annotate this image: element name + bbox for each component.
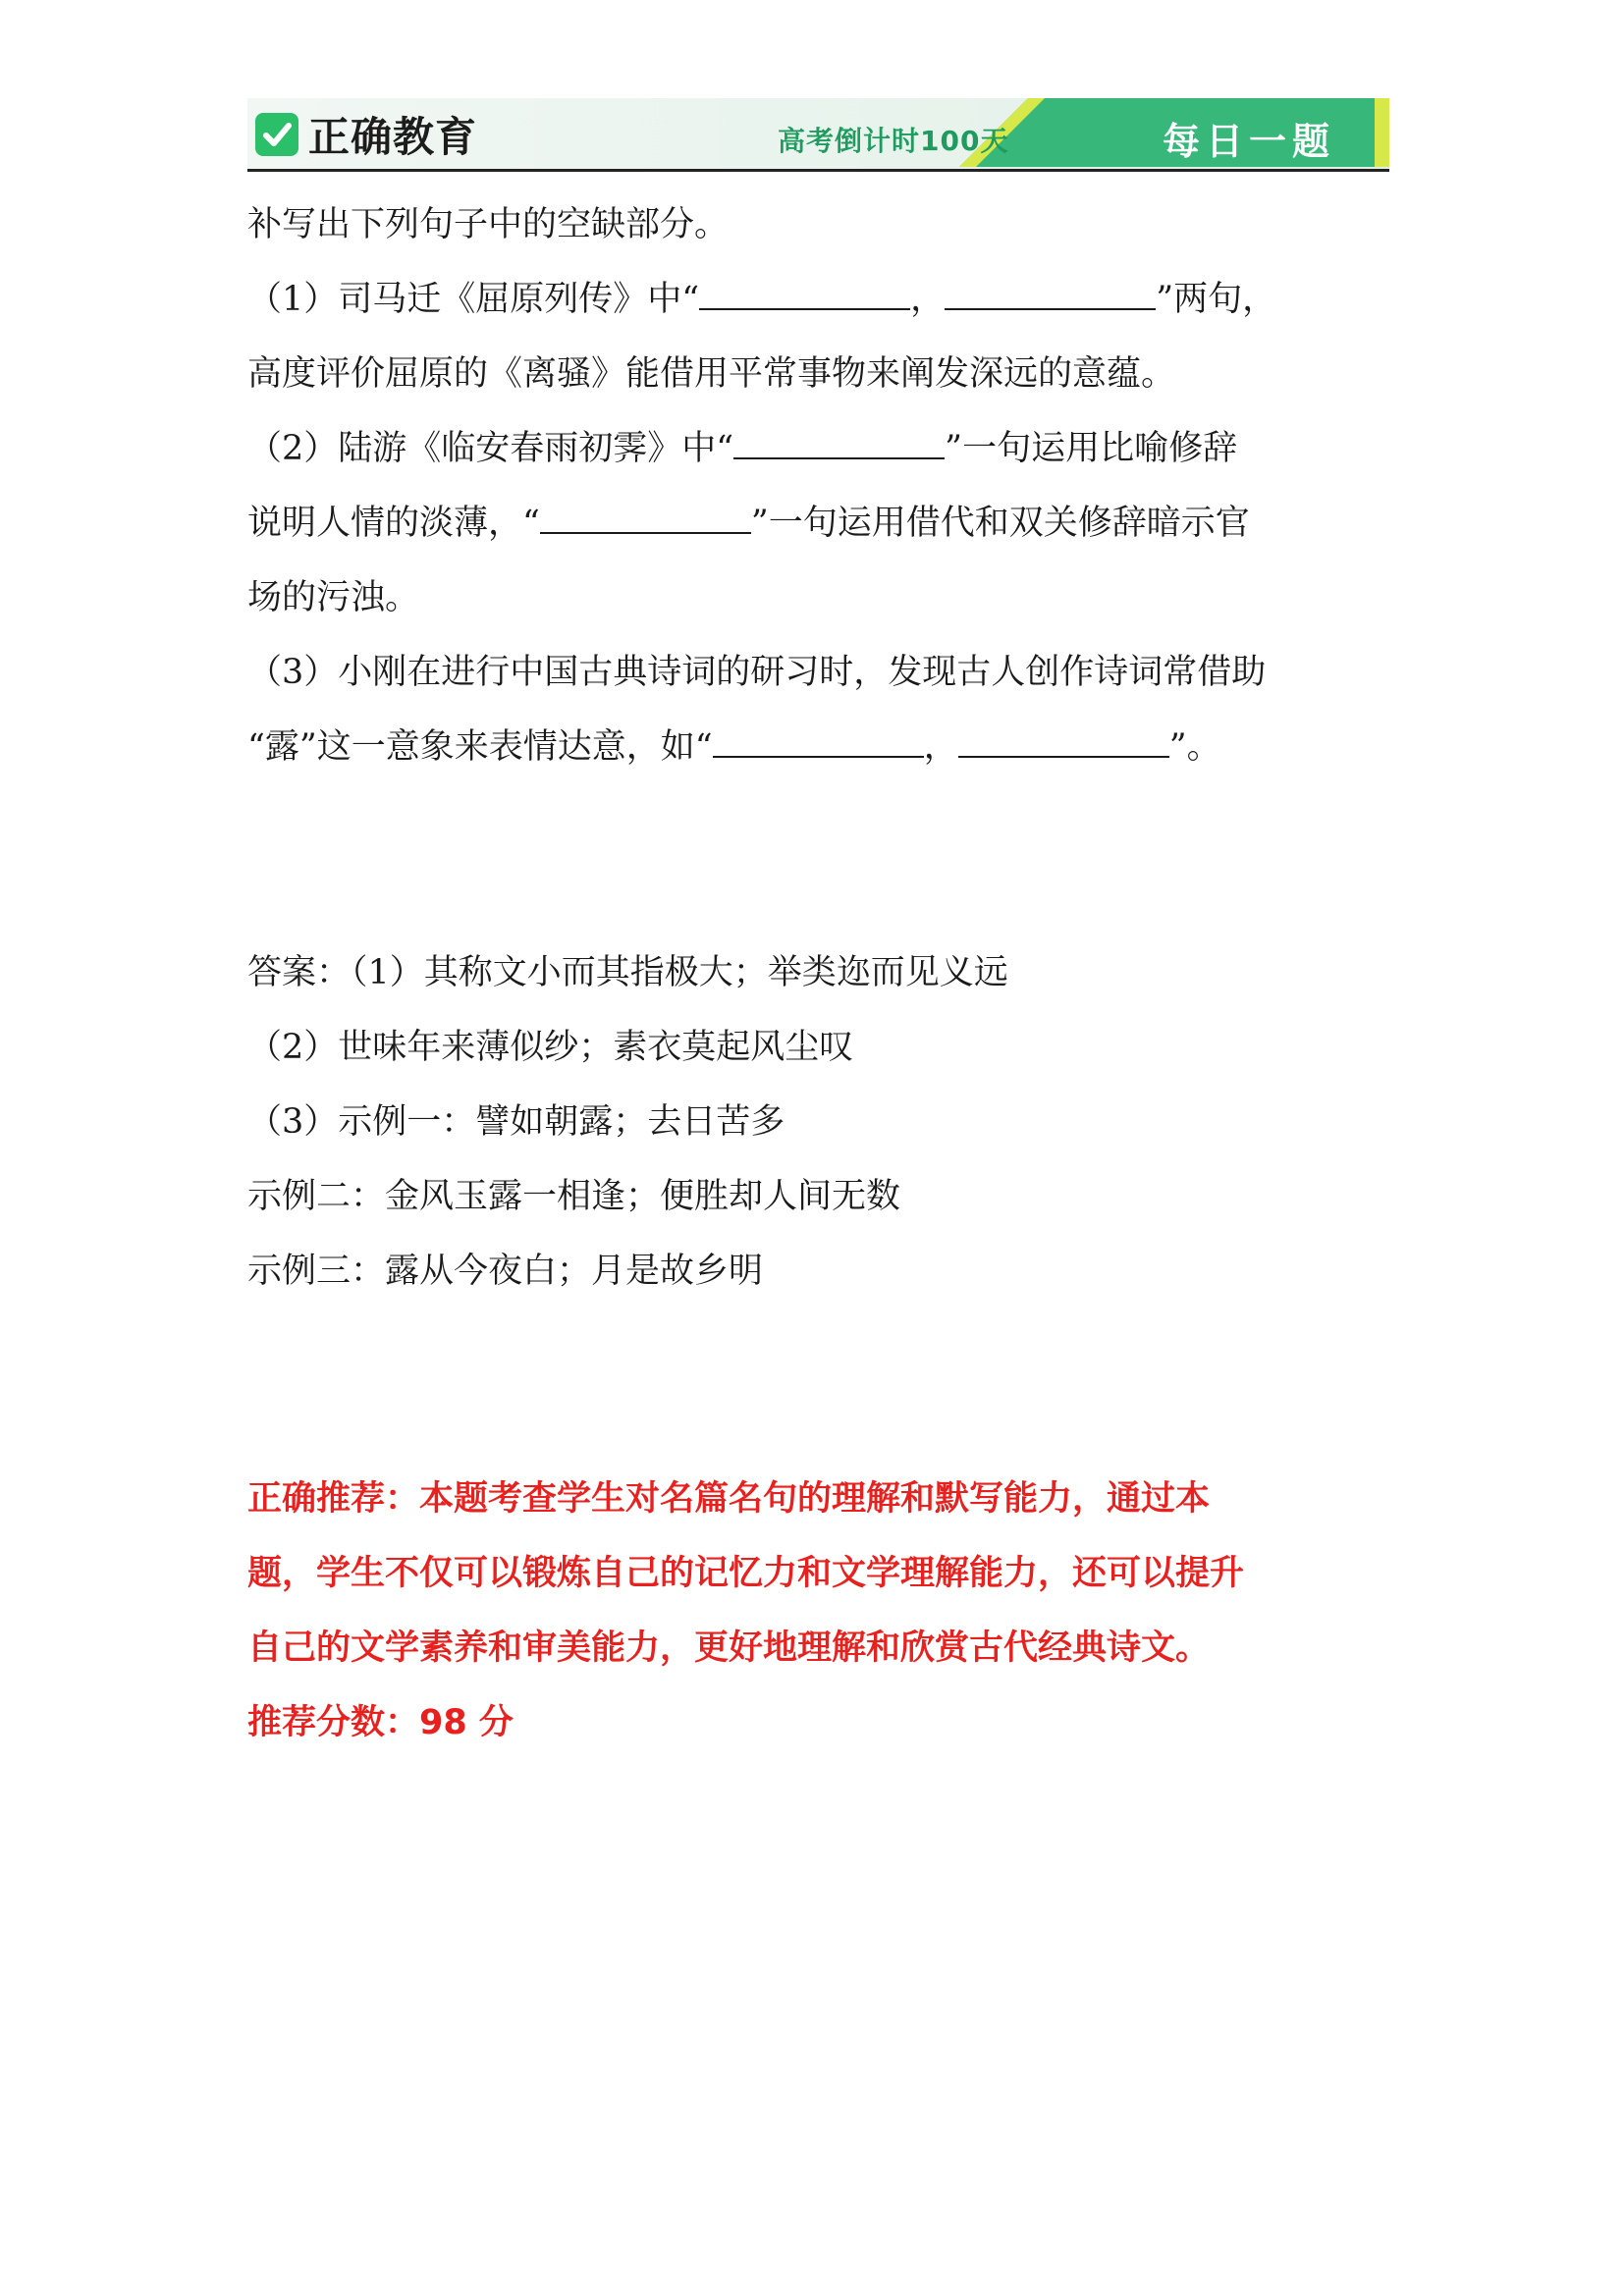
question-2-line-1 xyxy=(247,426,1237,471)
question-1-line-1 xyxy=(247,277,1276,322)
brand-name: 正确教育 xyxy=(308,113,478,161)
answer-blank xyxy=(958,726,1169,758)
question-3-separator: ， xyxy=(923,727,958,767)
question-2-suffix: ”一句运用比喻修辞 xyxy=(945,429,1238,468)
question-3-prefix: “露”这一意象来表情达意，如“ xyxy=(247,727,713,767)
question-1-line-2: 高度评价屈原的《离骚》能借用平常事物来阐发深远的意蕴。 xyxy=(247,354,1176,394)
answer-line-1: 答案：（1）其称文小而其指极大；举类迩而见义远 xyxy=(247,953,1008,992)
header-divider xyxy=(247,169,1389,172)
answer-line-5: 示例三：露从今夜白；月是故乡明 xyxy=(247,1252,764,1291)
check-icon xyxy=(255,113,298,156)
question-2-line-3: 场的污浊。 xyxy=(247,578,420,617)
question-2-line-2 xyxy=(247,501,1250,546)
answer-blank xyxy=(699,279,910,310)
countdown-label: 高考倒计时100天 xyxy=(778,125,1009,157)
question-3-line-2 xyxy=(247,724,1221,770)
question-intro: 补写出下列句子中的空缺部分。 xyxy=(247,205,730,244)
header-banner xyxy=(247,98,1389,171)
answer-blank xyxy=(945,279,1156,310)
question-1-suffix: ”两句， xyxy=(1156,280,1277,319)
answer-blank xyxy=(713,726,924,758)
answer-line-2: （2）世味年来薄似纱；素衣莫起风尘叹 xyxy=(247,1028,854,1067)
answer-line-4: 示例二：金风玉露一相逢；便胜却人间无数 xyxy=(247,1177,901,1216)
recommend-line-2: 题，学生不仅可以锻炼自己的记忆力和文学理解能力，还可以提升 xyxy=(247,1554,1245,1593)
question-3-line-1: （3）小刚在进行中国古典诗词的研习时，发现古人创作诗词常借助 xyxy=(247,653,1267,692)
answer-line-3: （3）示例一：譬如朝露；去日苦多 xyxy=(247,1102,785,1142)
question-2-line-2-suffix: ”一句运用借代和双关修辞暗示官 xyxy=(750,504,1250,543)
brand-logo xyxy=(255,108,477,161)
question-2-line-2-prefix: 说明人情的淡薄，“ xyxy=(247,504,540,543)
daily-question-label: 每日一题 xyxy=(1162,120,1335,163)
recommend-score: 推荐分数：98 分 xyxy=(247,1703,514,1742)
question-2-prefix: （2）陆游《临安春雨初霁》中“ xyxy=(247,429,734,468)
recommend-line-3: 自己的文学素养和审美能力，更好地理解和欣赏古代经典诗文。 xyxy=(247,1629,1211,1668)
question-3-suffix: ”。 xyxy=(1168,727,1221,767)
question-1-prefix: （1）司马迁《屈原列传》中“ xyxy=(247,280,700,319)
question-1-separator: ， xyxy=(910,280,946,319)
recommend-line-1: 正确推荐：本题考查学生对名篇名句的理解和默写能力，通过本 xyxy=(247,1479,1211,1519)
answer-blank xyxy=(733,428,945,459)
answer-blank xyxy=(540,503,751,534)
